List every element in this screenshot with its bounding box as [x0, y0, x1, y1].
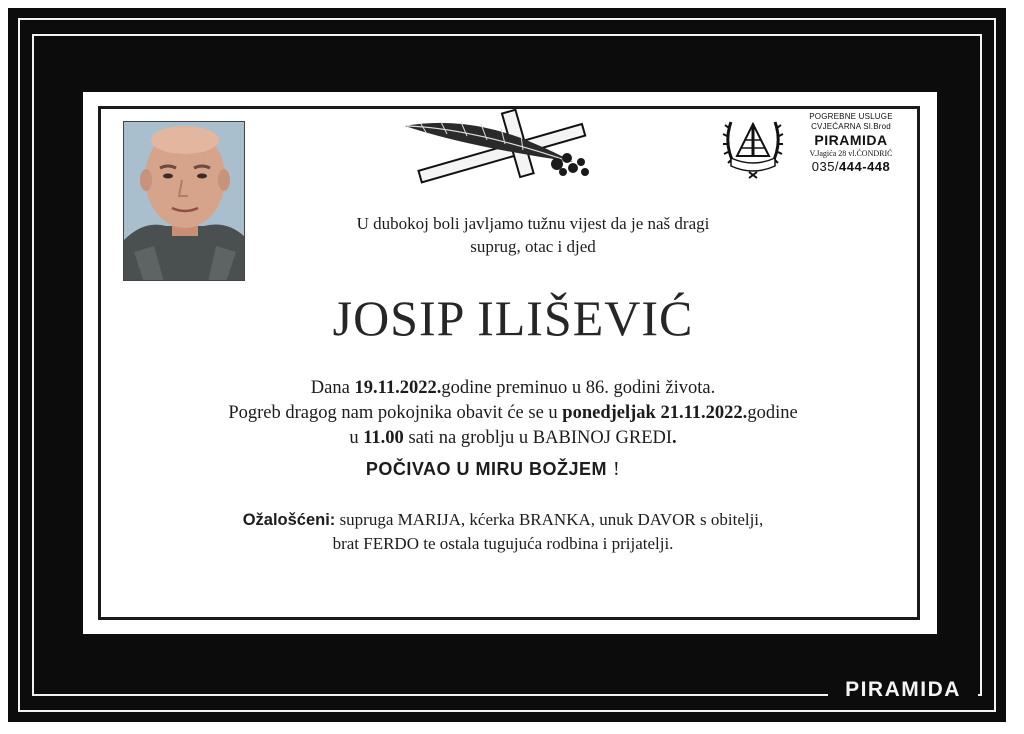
rip-text: POČIVAO U MIRU BOŽJEM — [365, 459, 607, 479]
mourners-label: Ožalošćeni: — [242, 511, 336, 529]
rip-exclamation: ! — [613, 458, 621, 480]
mourners-list-1: supruga MARIJA, kćerka BRANKA, unuk DAVOR s obitelji, — [335, 510, 764, 529]
funeral-line-2 — [133, 426, 893, 451]
pyramid-wreath-icon — [721, 114, 785, 180]
funeral-text-4: sati na groblju u BABINOJ GREDI — [403, 428, 673, 448]
phone-prefix: 035/ — [811, 159, 840, 174]
logo-service-line: POGREBNE USLUGE — [809, 112, 893, 121]
funeral-line-1 — [133, 401, 893, 426]
logo-address: V.Jagića 28 vl.ĆONDRIĆ — [809, 149, 893, 158]
funeral-date: ponedjeljak 21.11.2022. — [562, 403, 748, 423]
logo-text-block — [783, 112, 919, 174]
intro-line-1: U dubokoj boli javljamo tužnu vijest da je naš dragi — [356, 214, 710, 233]
logo-phone — [783, 159, 919, 174]
logo-florist-line: CVJEĆARNA Sl.Brod — [811, 122, 891, 131]
portrait-image — [124, 122, 245, 281]
death-date: 19.11.2022. — [354, 378, 442, 398]
deceased-photo — [123, 121, 245, 281]
intro-line-2: suprug, otac i djed — [470, 237, 596, 256]
notice-panel — [83, 92, 937, 634]
funeral-text-2: godine — [747, 403, 798, 423]
funeral-time: 11.00 — [363, 428, 404, 448]
death-line — [133, 376, 893, 401]
phone-number: 444-448 — [839, 159, 891, 174]
mourners-line-1 — [183, 508, 823, 532]
funeral-text-5: . — [672, 428, 677, 448]
rest-in-peace — [243, 456, 743, 482]
mourners-text — [183, 508, 823, 555]
funeral-text-3: u — [349, 428, 364, 448]
deceased-name: JOSIP ILIŠEVIĆ — [332, 290, 694, 346]
funeral-service-logo — [719, 112, 919, 184]
logo-company-name: PIRAMIDA — [814, 132, 888, 148]
death-text-2: godine preminuo u 86. godini života. — [441, 378, 716, 398]
footer-brand: PIRAMIDA — [828, 676, 978, 704]
intro-text — [273, 212, 793, 258]
mourners-line-2: brat FERDO te ostala tugujuća rodbina i prijatelji. — [332, 534, 674, 553]
death-and-funeral-text — [133, 376, 893, 451]
funeral-text-1: Pogreb dragog nam pokojnika obavit će se u — [228, 403, 563, 423]
cross-with-palm-icon — [401, 108, 595, 186]
death-text-1: Dana — [310, 378, 355, 398]
